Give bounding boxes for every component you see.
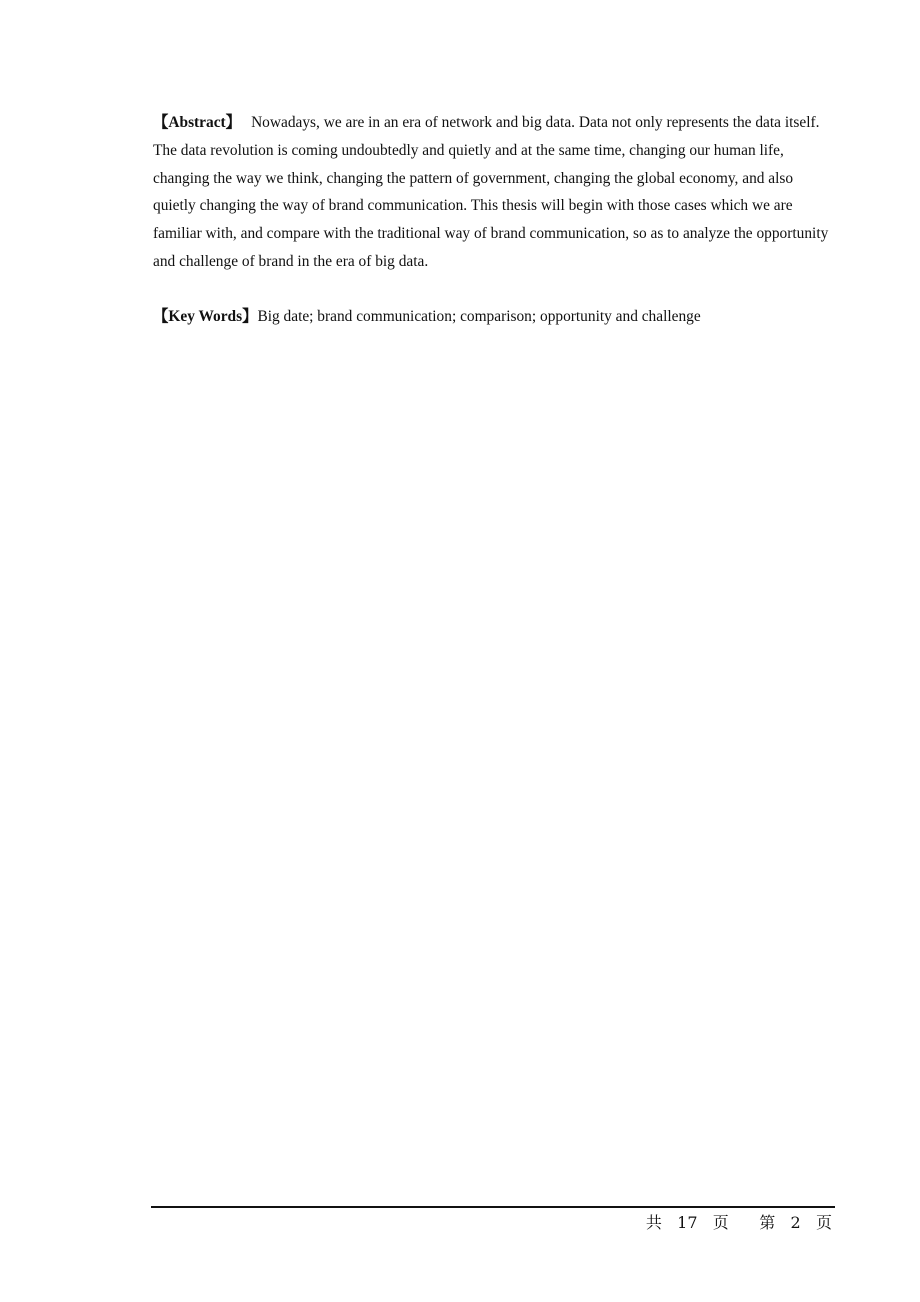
page-number: 共 17 页 第 2 页 — [645, 1213, 832, 1232]
keywords-paragraph — [153, 303, 835, 331]
keywords-label: 【Key Words】 — [153, 308, 258, 325]
abstract-paragraph — [153, 109, 835, 276]
keywords-text: Big date; brand communication; comparison; opportunity and challenge — [257, 308, 701, 325]
abstract-text: Nowadays, we are in an era of network and big data. Data not only represents the data itself. The data revolution is coming undoubtedly and quietly and at the same time, changing our human life, changing the way we think, changing the pattern of government, changing the global economy, and also quietly changing the way of brand communication. This thesis will begin with those cases which we are familiar with, and compare with the traditional way of brand communication, so as to analyze the opportunity and challenge of brand in the era of big data. — [153, 114, 829, 270]
abstract-label: 【Abstract】 — [153, 114, 242, 131]
footer-rule — [151, 1206, 835, 1208]
